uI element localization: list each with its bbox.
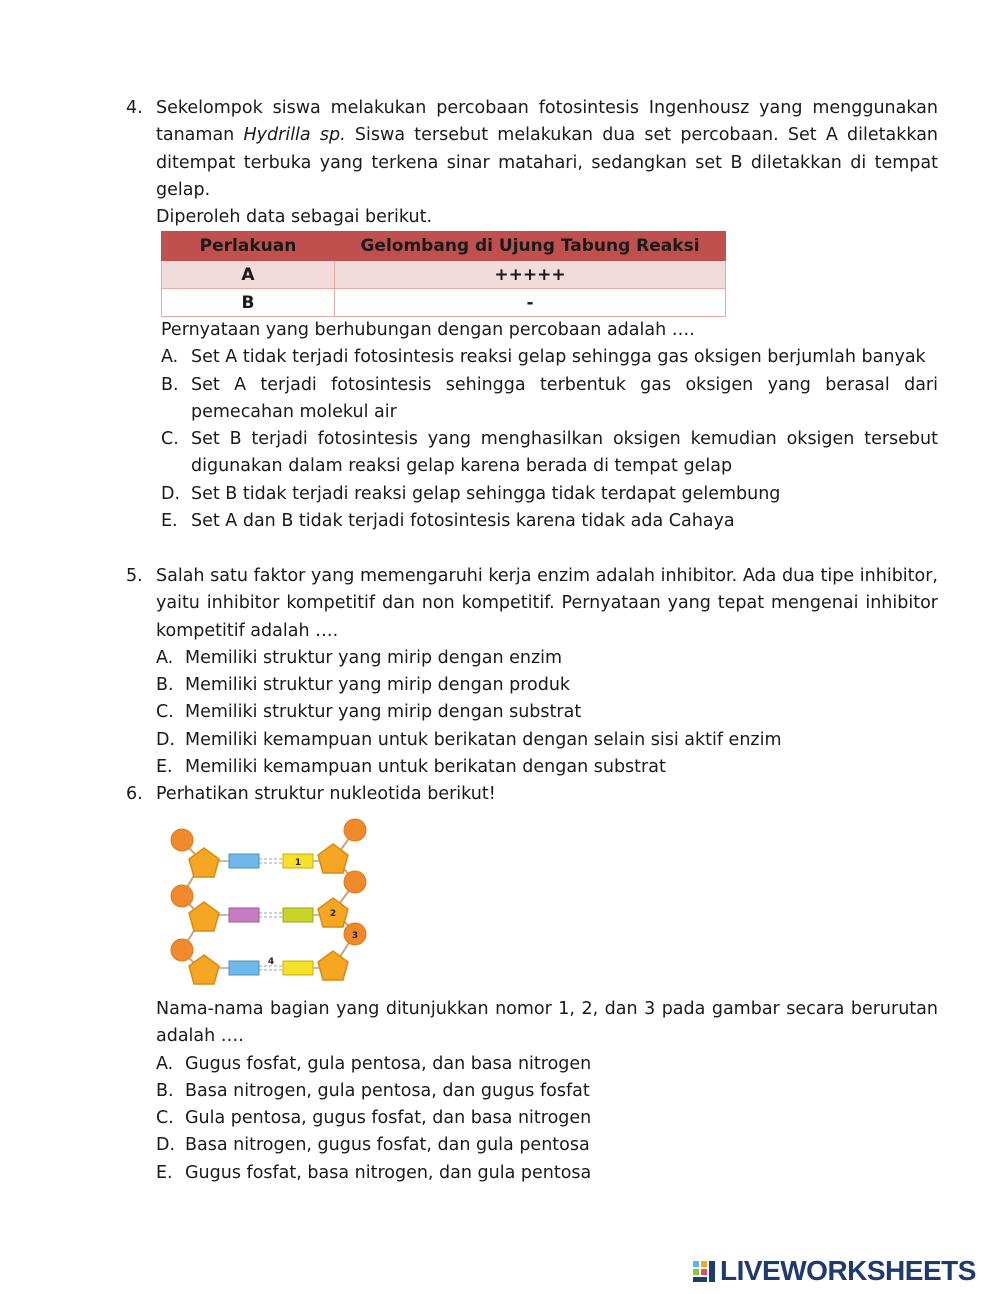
- question-4-options: [161, 317, 938, 535]
- phosphate-circle: [344, 871, 366, 893]
- logo-text: LIVEWORKSHEETS: [720, 1255, 976, 1286]
- option-d[interactable]: D. Set B tidak terjadi reaksi gelap sehingga tidak terdapat gelembung: [161, 483, 781, 504]
- option-c[interactable]: C. Set B terjadi fotosintesis yang menghasilkan oksigen kemudian oksigen tersebut digunakan dalam reaksi gelap karena berada di tempat gelap: [161, 429, 938, 477]
- question-prompt: Pernyataan yang berhubungan dengan percobaan adalah ….: [161, 320, 695, 340]
- table-header-perlakuan: Perlakuan: [162, 232, 335, 261]
- phosphate-circle: [344, 819, 366, 841]
- label-1: 1: [294, 858, 302, 868]
- question-5: [126, 563, 938, 809]
- table-cell: B: [162, 289, 335, 317]
- table-row: [162, 289, 726, 317]
- question-6-stem: Perhatikan struktur nukleotida berikut!: [156, 784, 496, 805]
- option-b[interactable]: B. Memiliki struktur yang mirip dengan produk: [156, 675, 571, 696]
- question-5-options: [156, 645, 938, 781]
- label-4: 4: [267, 957, 275, 967]
- base-blue: [229, 961, 259, 975]
- option-e[interactable]: E. Set A dan B tidak terjadi fotosintesis karena tidak ada Cahaya: [161, 511, 735, 532]
- option-d[interactable]: D. Memiliki kemampuan untuk berikatan dengan selain sisi aktif enzim: [156, 729, 782, 750]
- question-stem: Sekelompok siswa melakukan percobaan fotosintesis Ingenhousz yang menggunakan tanaman Hydrilla sp. Siswa tersebut melakukan dua set percobaan. Set A diletakkan ditempat terbuka yang terkena sinar matahari, sedangkan set B diletakkan di tempat gelap.: [156, 98, 939, 200]
- question-number: 4.: [126, 98, 143, 118]
- question-number: 6.: [126, 784, 143, 804]
- table-row: [162, 261, 726, 289]
- option-e[interactable]: E. Gugus fosfat, basa nitrogen, dan gula pentosa: [156, 1162, 592, 1183]
- question-stem: Salah satu faktor yang memengaruhi kerja enzim adalah inhibitor. Ada dua tipe inhibitor, yaitu inhibitor kompetitif dan non kompetitif. Pernyataan yang tepat mengenai inhibitor kompetitif adalah ….: [156, 566, 938, 641]
- base-blue: [229, 854, 259, 868]
- sugar-pentagon: [318, 951, 348, 980]
- question-6-body: [126, 996, 938, 1187]
- option-e[interactable]: E. Memiliki kemampuan untuk berikatan dengan substrat: [156, 757, 666, 778]
- table-cell: +++++: [335, 261, 726, 289]
- option-c[interactable]: C. Gula pentosa, gugus fosfat, dan basa nitrogen: [156, 1108, 592, 1129]
- logo-icon: [692, 1259, 716, 1283]
- data-intro: Diperoleh data sebagai berikut.: [156, 207, 433, 228]
- nucleotide-diagram: [167, 818, 372, 990]
- base-green: [283, 908, 313, 922]
- question-number: 5.: [126, 566, 143, 586]
- option-b[interactable]: B. Basa nitrogen, gula pentosa, dan gugus fosfat: [156, 1080, 590, 1101]
- label-2: 2: [329, 909, 337, 919]
- question-4: [126, 95, 938, 231]
- table-cell: -: [335, 289, 726, 317]
- table-cell: A: [162, 261, 335, 289]
- sugar-pentagon: [189, 955, 219, 984]
- liveworksheets-logo: [692, 1256, 976, 1286]
- label-3: 3: [351, 931, 359, 941]
- table-header-gelombang: Gelombang di Ujung Tabung Reaksi: [335, 232, 726, 261]
- table-header-row: [162, 232, 726, 261]
- option-c[interactable]: C. Memiliki struktur yang mirip dengan substrat: [156, 702, 582, 723]
- option-a[interactable]: A. Set A tidak terjadi fotosintesis reaksi gelap sehingga gas oksigen berjumlah banyak: [161, 347, 926, 368]
- base-yellow: [283, 961, 313, 975]
- option-a[interactable]: A. Gugus fosfat, gula pentosa, dan basa nitrogen: [156, 1053, 592, 1074]
- phosphate-circle: [171, 829, 193, 851]
- experiment-table: [161, 231, 726, 317]
- phosphate-circle: [171, 939, 193, 961]
- option-d[interactable]: D. Basa nitrogen, gugus fosfat, dan gula pentosa: [156, 1135, 590, 1156]
- base-purple: [229, 908, 259, 922]
- option-a[interactable]: A. Memiliki struktur yang mirip dengan enzim: [156, 647, 563, 668]
- phosphate-circle: [171, 885, 193, 907]
- species-name: Hydrilla sp.: [243, 125, 346, 146]
- question-6-options: [156, 1051, 938, 1187]
- question-prompt: Nama-nama bagian yang ditunjukkan nomor 1, 2, dan 3 pada gambar secara berurutan adalah ….: [156, 999, 938, 1047]
- sugar-pentagon: [318, 844, 348, 873]
- sugar-pentagon: [189, 902, 219, 931]
- option-b[interactable]: B. Set A terjadi fotosintesis sehingga terbentuk gas oksigen yang berasal dari pemecahan molekul air: [161, 374, 938, 422]
